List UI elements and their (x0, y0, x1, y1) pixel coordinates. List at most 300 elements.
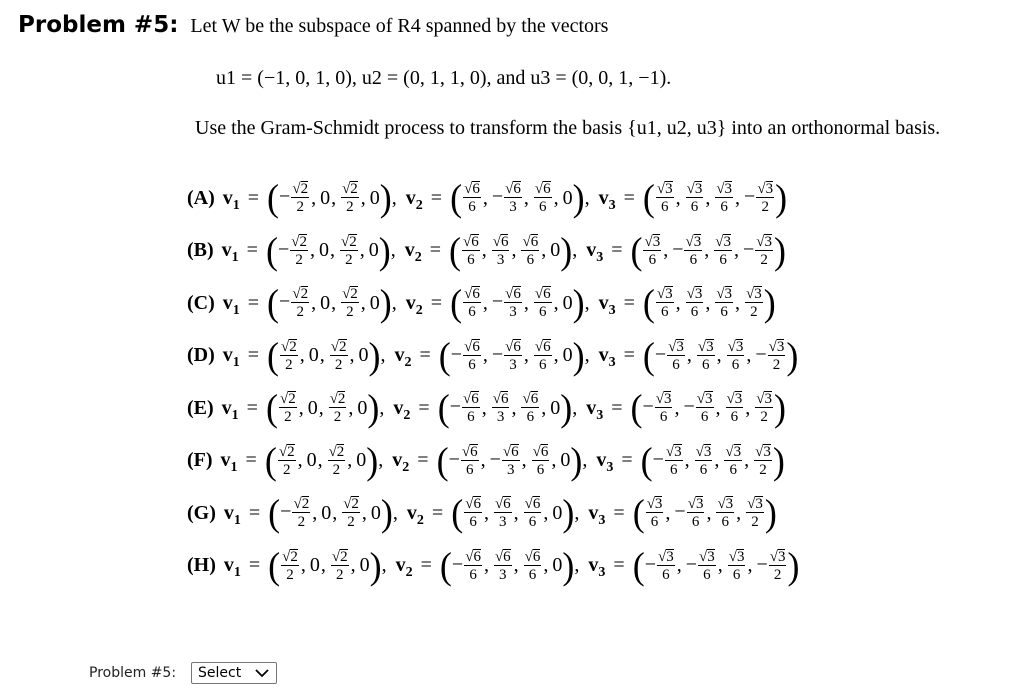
right-paren: ) (378, 229, 391, 272)
vector-component (655, 339, 686, 373)
vector-component (491, 391, 511, 425)
radical-sign: √ (698, 548, 708, 565)
comma: , (735, 186, 741, 209)
vector-component (714, 181, 734, 215)
vector-component (523, 549, 543, 583)
radical (685, 234, 701, 250)
option-label: (D) (187, 344, 215, 366)
radicand: 2 (339, 338, 347, 355)
radical (332, 549, 348, 565)
radical (331, 339, 347, 355)
radical-sign: √ (644, 233, 653, 250)
comma: , (309, 239, 315, 261)
right-paren: ) (572, 334, 585, 377)
radical-sign: √ (727, 338, 736, 355)
radicand: 6 (503, 548, 511, 565)
radicand: 3 (733, 443, 742, 460)
fraction-numerator (340, 234, 358, 251)
radical-sign: √ (768, 338, 777, 355)
radical-sign: √ (524, 496, 533, 512)
fraction-denominator: 2 (347, 514, 355, 530)
fraction-numerator (655, 391, 673, 408)
equals-sign: = (623, 186, 635, 209)
fraction-numerator (696, 391, 714, 408)
radicand: 6 (473, 496, 481, 512)
fraction-denominator: 6 (538, 304, 547, 320)
fraction-numerator (494, 549, 512, 566)
comma: , (551, 449, 557, 471)
fraction-numerator (462, 234, 480, 251)
fraction-numerator (656, 286, 674, 303)
vector-component (280, 549, 300, 583)
minus-sign: − (491, 290, 504, 313)
left-paren: ( (632, 544, 645, 587)
fraction (504, 286, 522, 320)
radicand: 6 (540, 443, 549, 460)
radical-sign: √ (728, 548, 737, 565)
scalar: 0 (306, 449, 317, 471)
minus-sign: − (685, 553, 697, 576)
fraction-numerator (715, 181, 733, 198)
fraction-denominator: 6 (536, 461, 545, 478)
vector-name: $v_1$ (223, 554, 241, 580)
vector-component (560, 449, 570, 472)
left-paren: ( (267, 177, 280, 219)
radical-sign: √ (343, 496, 352, 512)
radical-sign: √ (291, 233, 300, 250)
fraction (696, 391, 714, 425)
vector-component (341, 496, 361, 530)
radical (717, 496, 733, 512)
fraction (292, 496, 310, 530)
radical (666, 444, 682, 460)
radical (279, 444, 295, 460)
radical (756, 234, 772, 250)
minus-sign: − (642, 395, 654, 418)
minus-sign: − (277, 238, 290, 261)
vector-name: $v_1$ (222, 291, 240, 318)
radical-sign: √ (279, 391, 289, 407)
radicand: 3 (703, 443, 712, 460)
radical-sign: √ (686, 286, 695, 302)
radicand: 2 (337, 391, 346, 407)
radical (463, 391, 479, 407)
right-paren: ) (572, 282, 585, 324)
separator-comma: , (390, 239, 396, 261)
vector-component (683, 391, 714, 425)
vector-component (328, 391, 348, 425)
vector-name: $v_3$ (586, 396, 604, 423)
separator-comma: , (574, 554, 580, 576)
vector-name: $v_3$ (586, 239, 604, 265)
radicand: 2 (299, 233, 307, 250)
radical (769, 339, 785, 355)
radical (747, 496, 763, 512)
fraction-denominator: 6 (701, 356, 710, 373)
vector-component (277, 444, 297, 478)
vector-subscript: 1 (233, 512, 241, 528)
fraction-numerator (278, 444, 296, 461)
radical-sign: √ (668, 338, 677, 355)
fraction-numerator (715, 286, 733, 303)
radical-sign: √ (492, 391, 501, 407)
vector-component (744, 286, 764, 320)
equals-sign: = (246, 239, 258, 261)
radicand: 2 (350, 286, 358, 302)
radical-sign: √ (522, 391, 531, 407)
vector-component (492, 181, 523, 215)
vector-component (461, 234, 481, 268)
vector-name: $v_3$ (598, 186, 616, 213)
comma: , (350, 554, 356, 576)
vector-component (520, 234, 540, 268)
vector-component (309, 344, 319, 367)
radical-sign: √ (534, 286, 544, 302)
vector-subscript: 2 (404, 355, 412, 370)
vector-name: $v_1$ (222, 186, 240, 213)
radical (687, 286, 703, 302)
answer-footer (89, 662, 277, 684)
fraction-numerator (716, 496, 734, 513)
option-label: (G) (187, 501, 216, 524)
radical (697, 391, 713, 407)
vector-component (563, 187, 573, 210)
vector-name: $v_3$ (588, 501, 606, 528)
vector-name: $v_3$ (588, 554, 606, 580)
fraction (534, 286, 552, 320)
fraction (502, 444, 520, 478)
separator-comma: , (392, 501, 398, 524)
equals-sign: = (248, 554, 261, 576)
minus-sign: − (279, 290, 291, 313)
scalar: 0 (562, 186, 573, 209)
scalar: 0 (552, 554, 563, 576)
scalar: 0 (320, 291, 331, 314)
radical (505, 339, 521, 355)
vector-component (642, 234, 662, 268)
radical (493, 391, 509, 407)
problem-statement: Let W be the subspace of R4 spanned by the vectors (190, 15, 609, 37)
vector-component (492, 286, 523, 320)
vector-name: $v_3$ (598, 291, 616, 318)
radical (495, 496, 511, 512)
radical-sign: √ (342, 286, 351, 302)
separator-comma: , (378, 449, 384, 471)
vector-name: $v_1$ (221, 396, 239, 423)
radical (756, 391, 772, 407)
vector-component (278, 391, 298, 425)
scalar: 0 (552, 501, 563, 524)
left-paren: ( (264, 439, 277, 482)
vector-component (745, 496, 765, 530)
fraction (330, 339, 348, 373)
radical (292, 181, 308, 197)
vector-component (310, 554, 320, 577)
vector-component (645, 549, 676, 583)
vector-component (744, 181, 775, 215)
radicand: 6 (513, 181, 521, 197)
fraction (463, 339, 481, 373)
vector-component (685, 181, 705, 215)
fraction-denominator: 6 (699, 461, 708, 478)
right-paren: ) (369, 544, 382, 587)
comma: , (298, 396, 304, 419)
comma: , (349, 344, 355, 366)
fraction (716, 496, 734, 530)
fraction (745, 286, 763, 320)
radical-sign: √ (716, 286, 725, 302)
fraction (494, 496, 512, 530)
left-paren: ( (436, 439, 449, 482)
fraction (342, 496, 360, 530)
vector-component (642, 391, 673, 425)
fraction-numerator (698, 549, 716, 566)
radical (699, 549, 715, 565)
vector-component (462, 181, 482, 215)
radicand: 2 (300, 181, 309, 197)
radicand: 3 (694, 181, 703, 197)
fraction-numerator (521, 391, 539, 408)
vector-component (753, 444, 773, 478)
vector-component (563, 292, 573, 315)
vector-component (552, 554, 562, 577)
fraction-numerator (502, 444, 520, 461)
vector-name: $v_2$ (392, 449, 410, 475)
comma: , (676, 554, 682, 576)
comma: , (553, 344, 559, 366)
radical (465, 496, 481, 512)
fraction-numerator (524, 549, 542, 566)
radical (503, 444, 519, 460)
vector-component (279, 286, 310, 320)
vector-subscript: 1 (232, 197, 240, 213)
radicand: 2 (301, 496, 310, 512)
fraction-denominator: 3 (499, 566, 507, 583)
equals-sign: = (611, 396, 623, 419)
separator-comma: , (379, 396, 385, 419)
left-paren: ( (268, 544, 281, 587)
fraction (755, 234, 773, 268)
comma: , (481, 239, 487, 261)
vector-component (533, 339, 553, 373)
vector-component (370, 187, 380, 210)
fraction-denominator: 6 (526, 409, 535, 425)
separator-comma: , (381, 554, 387, 576)
radical (746, 286, 762, 302)
fraction-denominator: 2 (284, 409, 292, 425)
radicand: 6 (471, 391, 479, 407)
radicand: 3 (776, 338, 785, 355)
right-paren: ) (764, 492, 777, 534)
radical (495, 549, 511, 565)
equals-sign: = (623, 344, 635, 366)
scalar: 0 (359, 554, 370, 576)
scalar: 0 (562, 344, 573, 366)
fraction (464, 496, 482, 530)
vector-component (727, 549, 747, 583)
left-paren: ( (451, 492, 464, 534)
comma: , (480, 449, 486, 471)
fraction-denominator: 6 (662, 566, 670, 583)
radicand: 6 (530, 391, 539, 407)
comma: , (553, 186, 559, 209)
scalar: 0 (358, 344, 369, 366)
fraction (667, 339, 685, 373)
fraction-denominator: 6 (467, 251, 475, 268)
fraction (461, 444, 479, 478)
fraction-numerator (521, 234, 539, 251)
radical (656, 391, 672, 407)
vector-component (655, 181, 675, 215)
answer-option (187, 439, 785, 483)
vector-name: $v_2$ (394, 344, 412, 370)
fraction-denominator: 6 (730, 409, 739, 425)
fraction-denominator: 6 (468, 356, 476, 373)
fraction-denominator: 2 (297, 514, 306, 530)
fraction-numerator (756, 181, 774, 198)
fraction (291, 181, 309, 215)
vector-subscript: 3 (608, 302, 616, 318)
scalar: 0 (307, 396, 318, 419)
vector-component (279, 339, 299, 373)
equals-sign: = (623, 291, 635, 314)
fraction-numerator (656, 181, 674, 198)
radical-sign: √ (464, 338, 473, 355)
comma: , (706, 501, 712, 524)
vector-component (452, 549, 483, 583)
radicand: 6 (543, 286, 551, 302)
fraction-numerator (534, 286, 552, 303)
option-label: (B) (187, 239, 214, 261)
left-paren: ( (448, 229, 461, 272)
right-paren: ) (773, 387, 786, 429)
vector-component (726, 339, 746, 373)
vector-component (674, 496, 705, 530)
radicand: 6 (532, 496, 541, 512)
scalar: 0 (320, 186, 331, 209)
fraction-denominator: 3 (509, 356, 517, 373)
fraction-denominator: 2 (346, 199, 354, 215)
radical (342, 181, 358, 197)
fraction (341, 286, 359, 320)
minus-sign: − (644, 553, 656, 576)
fraction (462, 391, 480, 425)
comma: , (747, 554, 753, 576)
fraction (715, 286, 733, 320)
answer-option (187, 491, 777, 535)
radicand: 6 (473, 548, 481, 565)
fraction (656, 181, 674, 215)
fraction-denominator: 6 (469, 514, 477, 530)
vector-subscript: 3 (608, 197, 616, 213)
vector-name: $v_1$ (223, 501, 241, 528)
radical-sign: √ (330, 338, 340, 355)
vector-name: $v_2$ (406, 501, 424, 528)
minus-sign: − (674, 500, 686, 523)
radical-sign: √ (715, 233, 724, 250)
option-label: (F) (187, 449, 213, 471)
fraction (279, 391, 297, 425)
left-paren: ( (630, 229, 643, 272)
scalar: 0 (550, 239, 561, 261)
comma: , (714, 449, 720, 471)
radical-sign: √ (505, 286, 514, 302)
radical-sign: √ (281, 338, 290, 355)
problem-heading: Problem #5: (18, 12, 179, 38)
fraction-denominator: 2 (773, 566, 782, 583)
comma: , (311, 186, 317, 209)
radical-sign: √ (746, 286, 755, 302)
fraction-denominator: 3 (496, 409, 505, 425)
radical (464, 181, 480, 197)
radicand: 6 (530, 233, 539, 250)
radical-sign: √ (656, 181, 666, 197)
vector-component (550, 239, 560, 262)
fraction-denominator: 6 (526, 251, 535, 268)
radicand: 2 (287, 443, 295, 460)
right-paren: ) (560, 387, 573, 429)
minus-sign: − (654, 343, 667, 366)
fraction-numerator (532, 444, 550, 461)
fraction-numerator (657, 549, 675, 566)
fraction-denominator: 6 (660, 304, 669, 320)
fraction (504, 181, 522, 215)
radical (522, 391, 538, 407)
fraction-numerator (727, 339, 745, 356)
vector-subscript: 2 (403, 407, 411, 423)
answer-select[interactable] (191, 662, 277, 684)
fraction-numerator (643, 234, 661, 251)
fraction (724, 444, 742, 478)
radical-sign: √ (769, 548, 778, 565)
vector-component (531, 444, 551, 478)
radicand: 6 (543, 181, 551, 197)
fraction (290, 234, 308, 268)
comma: , (483, 554, 489, 576)
radicand: 3 (734, 391, 743, 407)
radical (465, 549, 481, 565)
fraction (341, 181, 359, 215)
left-paren: ( (438, 334, 451, 377)
fraction-numerator (724, 444, 742, 461)
fraction-numerator (492, 391, 510, 408)
fraction-numerator (291, 286, 309, 303)
left-paren: ( (437, 387, 450, 429)
vector-name: $v_3$ (598, 344, 616, 370)
left-paren: ( (268, 492, 281, 534)
fraction-denominator: 2 (282, 461, 291, 478)
minus-sign: − (652, 448, 664, 471)
right-paren: ) (560, 229, 573, 272)
fraction (463, 286, 481, 320)
radical-sign: √ (292, 181, 301, 197)
fraction (281, 549, 299, 583)
fraction (492, 391, 510, 425)
radical-sign: √ (755, 443, 764, 460)
comma: , (331, 291, 337, 314)
fraction-numerator (504, 286, 522, 303)
vector-component (520, 391, 540, 425)
fraction-numerator (745, 286, 763, 303)
radicand: 3 (707, 548, 715, 565)
fraction-numerator (524, 496, 542, 513)
radicand: 3 (693, 233, 702, 250)
fraction-denominator: 2 (334, 356, 343, 373)
radicand: 3 (665, 286, 673, 302)
fraction (686, 286, 704, 320)
separator-comma: , (380, 344, 386, 366)
comma: , (541, 396, 547, 419)
